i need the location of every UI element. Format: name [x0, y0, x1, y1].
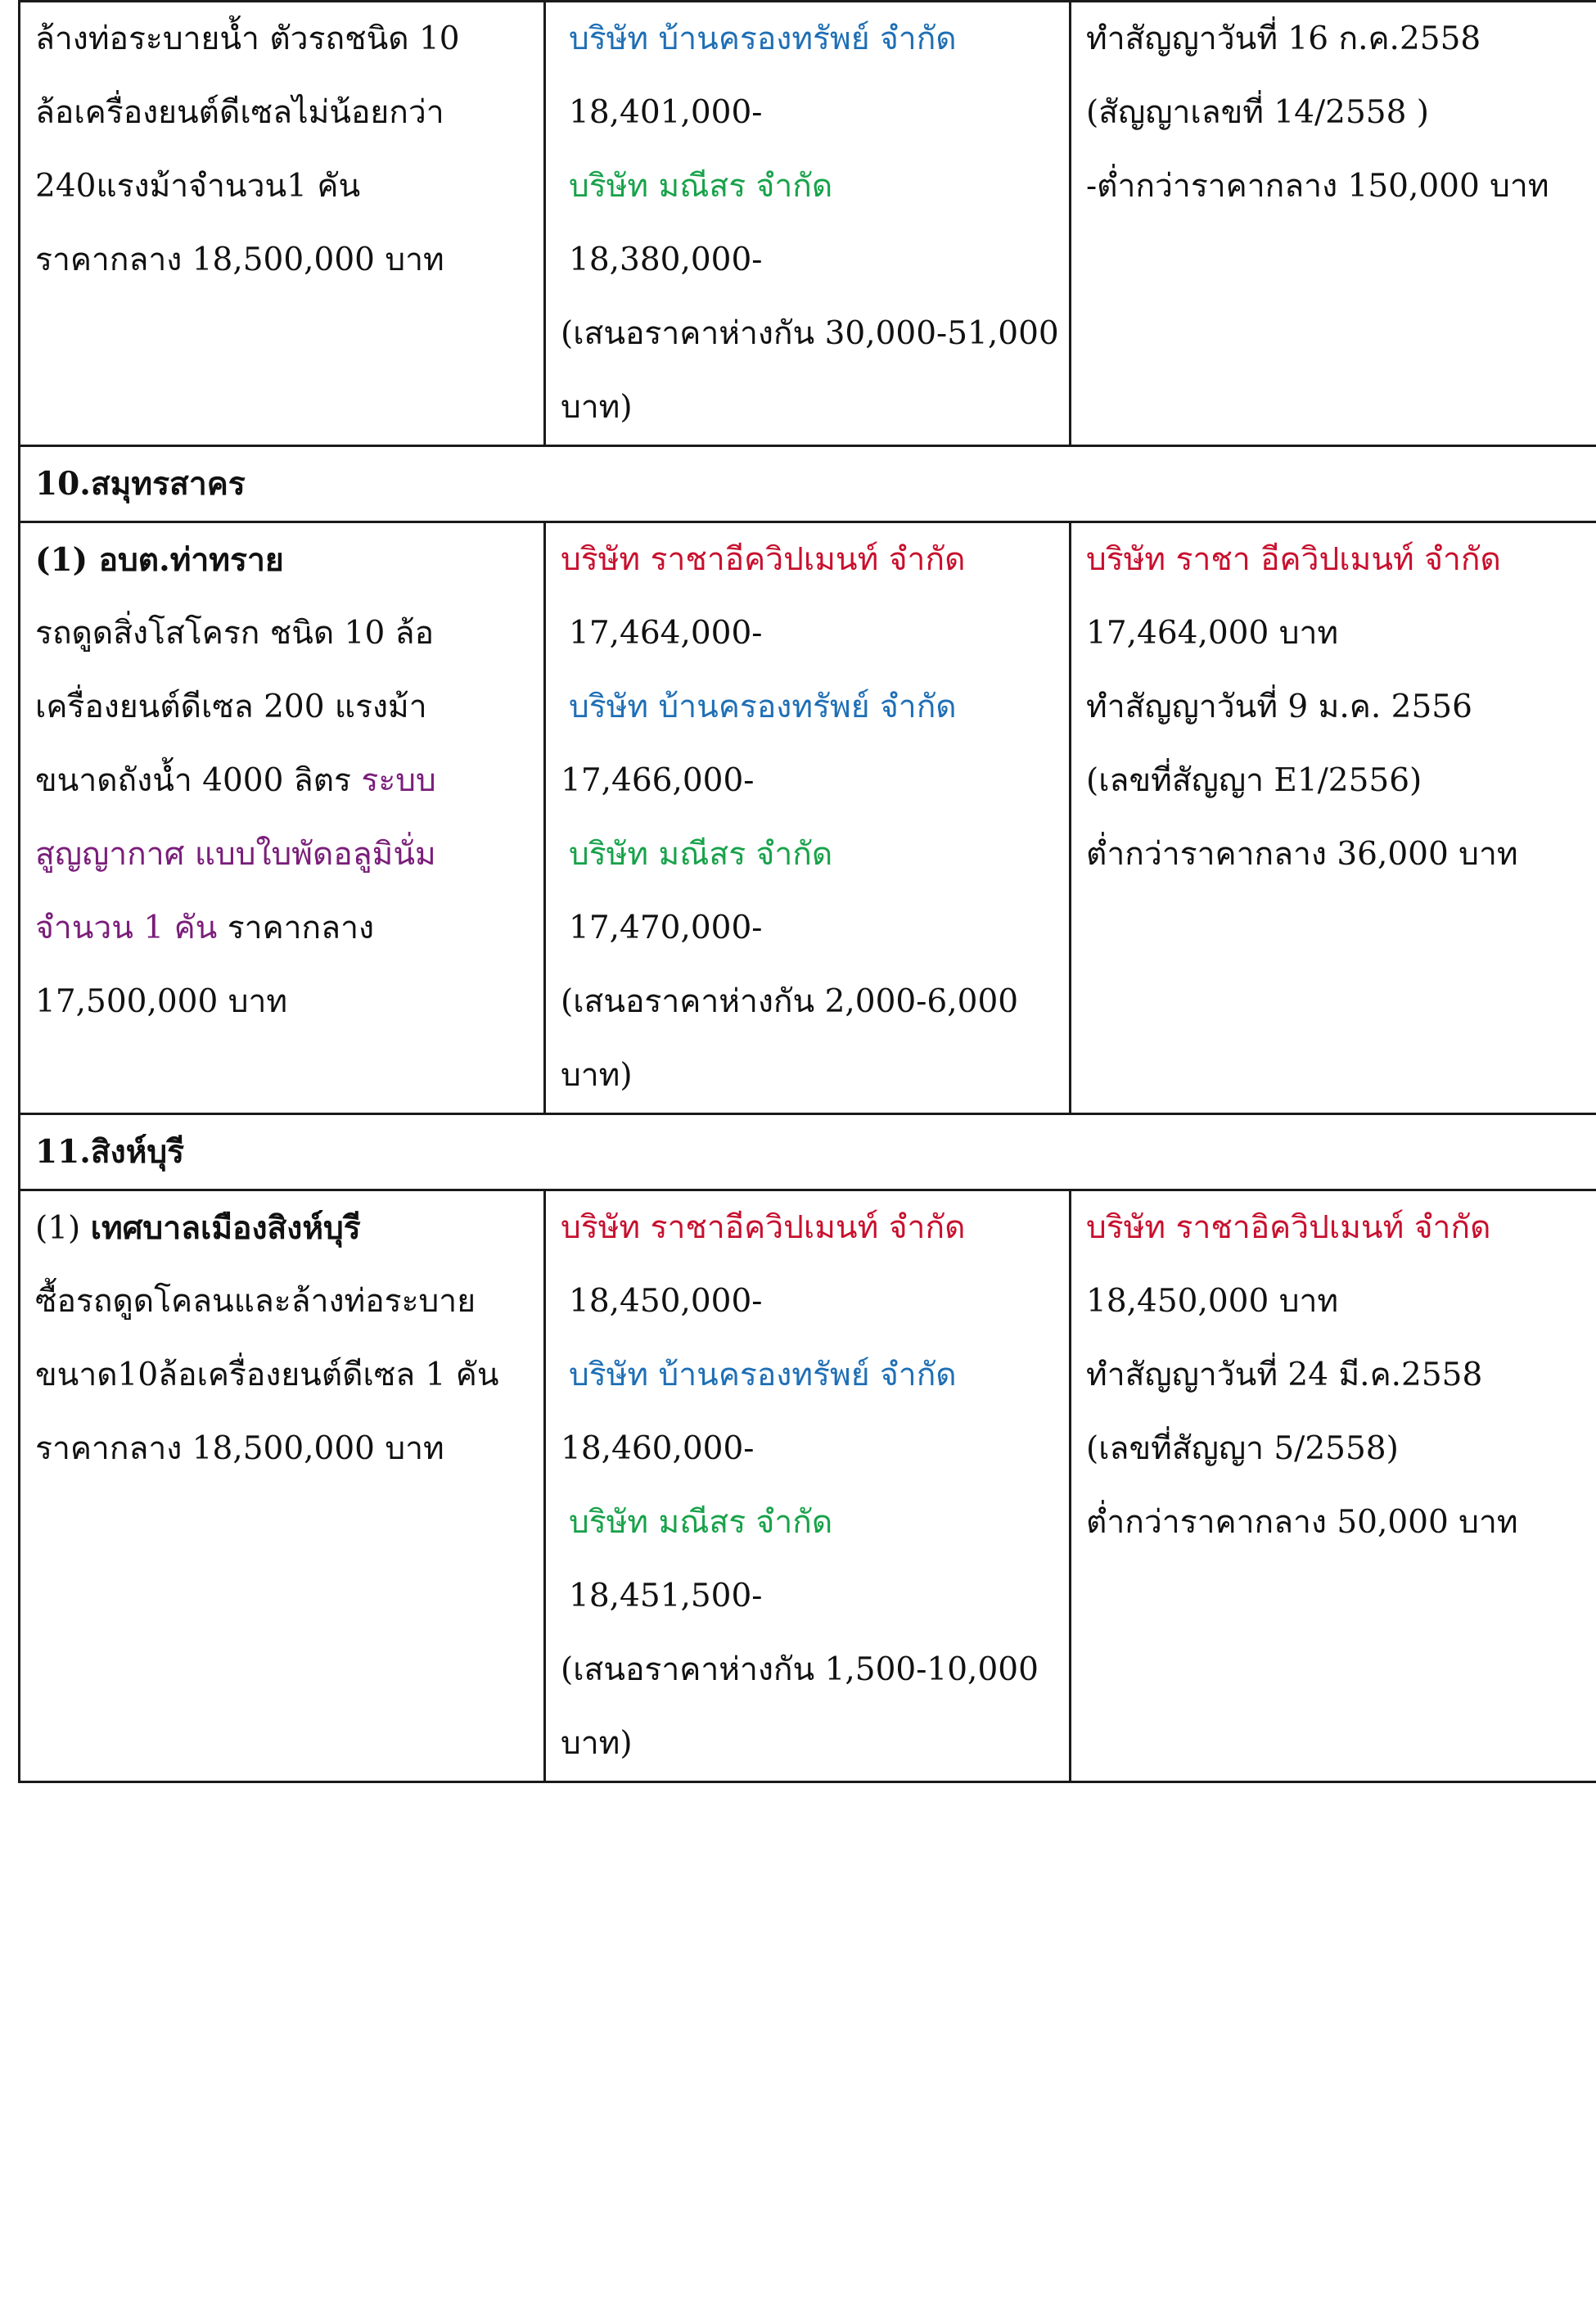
table-row	[20, 1190, 1596, 1782]
item-line: ขนาด10ล้อเครื่องยนต์ดีเซล 1 คัน	[35, 1357, 499, 1393]
bidders-cell	[545, 1190, 1071, 1782]
table-row	[20, 2, 1596, 446]
contract-number: (สัญญาเลขที่ 14/2558 )	[1086, 94, 1430, 131]
bidder-name: บริษัท มณีสร จำกัด	[569, 836, 833, 873]
section-title: 11.สิงห์บุรี	[20, 1114, 1596, 1190]
contract-date: ทำสัญญาวันที่ 16 ก.ค.2558	[1086, 20, 1481, 57]
contract-number: (เลขที่สัญญา 5/2558)	[1086, 1430, 1399, 1467]
price-difference: ต่ำกว่าราคากลาง 50,000 บาท	[1086, 1504, 1518, 1541]
bidder-amount: 18,380,000-	[569, 242, 763, 278]
item-line-highlight: จำนวน 1 คัน	[35, 910, 218, 946]
item-line: ล้างท่อระบายน้ำ ตัวรถชนิด 10	[35, 20, 460, 57]
bidder-name: บริษัท ราชาอีควิปเมนท์ จำกัด	[561, 1209, 966, 1246]
item-line-text: ราคากลาง	[217, 910, 375, 946]
bidder-amount: 17,466,000-	[561, 762, 755, 799]
bidder-name: บริษัท ราชาอีควิปเมนท์ จำกัด	[561, 541, 966, 578]
item-line: รถดูดสิ่งโสโครก ชนิด 10 ล้อ	[35, 615, 435, 652]
winner-name: บริษัท ราชา อีควิปเมนท์ จำกัด	[1086, 541, 1501, 578]
bid-range: (เสนอราคาห่างกัน 30,000-51,000	[561, 315, 1059, 352]
item-number: (1)	[35, 1210, 91, 1247]
item-line: 17,500,000 บาท	[35, 983, 288, 1020]
item-line: ราคากลาง 18,500,000 บาท	[35, 1430, 444, 1467]
bidder-amount: 18,450,000-	[569, 1283, 763, 1320]
procurement-table	[18, 0, 1596, 1783]
item-agency: เทศบาลเมืองสิงห์บุรี	[90, 1209, 361, 1247]
bidder-name: บริษัท บ้านครองทรัพย์ จำกัด	[569, 1357, 957, 1393]
item-line-highlight: ระบบ	[361, 762, 436, 799]
section-title: 10.สมุทรสาคร	[20, 446, 1596, 522]
bidders-cell	[545, 522, 1071, 1114]
item-line: เครื่องยนต์ดีเซล 200 แรงม้า	[35, 689, 427, 725]
result-cell	[1071, 522, 1596, 1114]
item-line-text: ขนาดถังน้ำ 4000 ลิตร	[35, 762, 362, 799]
price-difference: ต่ำกว่าราคากลาง 36,000 บาท	[1086, 836, 1518, 873]
item-cell	[20, 522, 545, 1114]
contract-amount: 17,464,000 บาท	[1086, 615, 1339, 652]
bidder-amount: 17,464,000-	[569, 615, 763, 652]
bid-range: (เสนอราคาห่างกัน 1,500-10,000	[561, 1651, 1039, 1688]
bid-range: บาท)	[561, 1057, 633, 1094]
item-line: ซื้อรถดูดโคลนและล้างท่อระบาย	[35, 1283, 476, 1320]
bid-range: (เสนอราคาห่างกัน 2,000-6,000	[561, 983, 1019, 1020]
item-line: ล้อเครื่องยนต์ดีเซลไม่น้อยกว่า	[35, 94, 444, 131]
table-row	[20, 522, 1596, 1114]
bidder-name: บริษัท บ้านครองทรัพย์ จำกัด	[569, 689, 957, 725]
bidders-cell	[545, 2, 1071, 446]
contract-number: (เลขที่สัญญา E1/2556)	[1086, 762, 1422, 799]
bid-range: บาท)	[561, 389, 633, 426]
bidder-amount: 18,460,000-	[561, 1430, 755, 1467]
section-header-row	[20, 1114, 1596, 1190]
bidder-amount: 18,451,500-	[569, 1578, 763, 1614]
bidder-amount: 18,401,000-	[569, 94, 763, 131]
item-line: ราคากลาง 18,500,000 บาท	[35, 242, 444, 278]
winner-name: บริษัท ราชาอิควิปเมนท์ จำกัด	[1086, 1209, 1491, 1246]
bidder-amount: 17,470,000-	[569, 910, 763, 946]
item-cell	[20, 2, 545, 446]
bidder-name: บริษัท มณีสร จำกัด	[569, 1504, 833, 1541]
bidder-name: บริษัท บ้านครองทรัพย์ จำกัด	[569, 20, 957, 57]
item-line: สูญญากาศ แบบใบพัดอลูมินั่ม	[35, 836, 436, 873]
result-cell	[1071, 1190, 1596, 1782]
item-heading: (1) อบต.ท่าทราย	[35, 541, 284, 579]
item-line	[35, 744, 529, 818]
section-header-row	[20, 446, 1596, 522]
item-line: 240แรงม้าจำนวน1 คัน	[35, 168, 361, 205]
price-difference: -ต่ำกว่าราคากลาง 150,000 บาท	[1086, 168, 1549, 205]
contract-date: ทำสัญญาวันที่ 24 มี.ค.2558	[1086, 1357, 1483, 1393]
item-line	[35, 892, 529, 965]
result-cell	[1071, 2, 1596, 446]
contract-date: ทำสัญญาวันที่ 9 ม.ค. 2556	[1086, 689, 1472, 725]
bid-range: บาท)	[561, 1725, 633, 1762]
item-cell	[20, 1190, 545, 1782]
contract-amount: 18,450,000 บาท	[1086, 1283, 1339, 1320]
bidder-name: บริษัท มณีสร จำกัด	[569, 168, 833, 205]
item-heading	[35, 1191, 529, 1265]
